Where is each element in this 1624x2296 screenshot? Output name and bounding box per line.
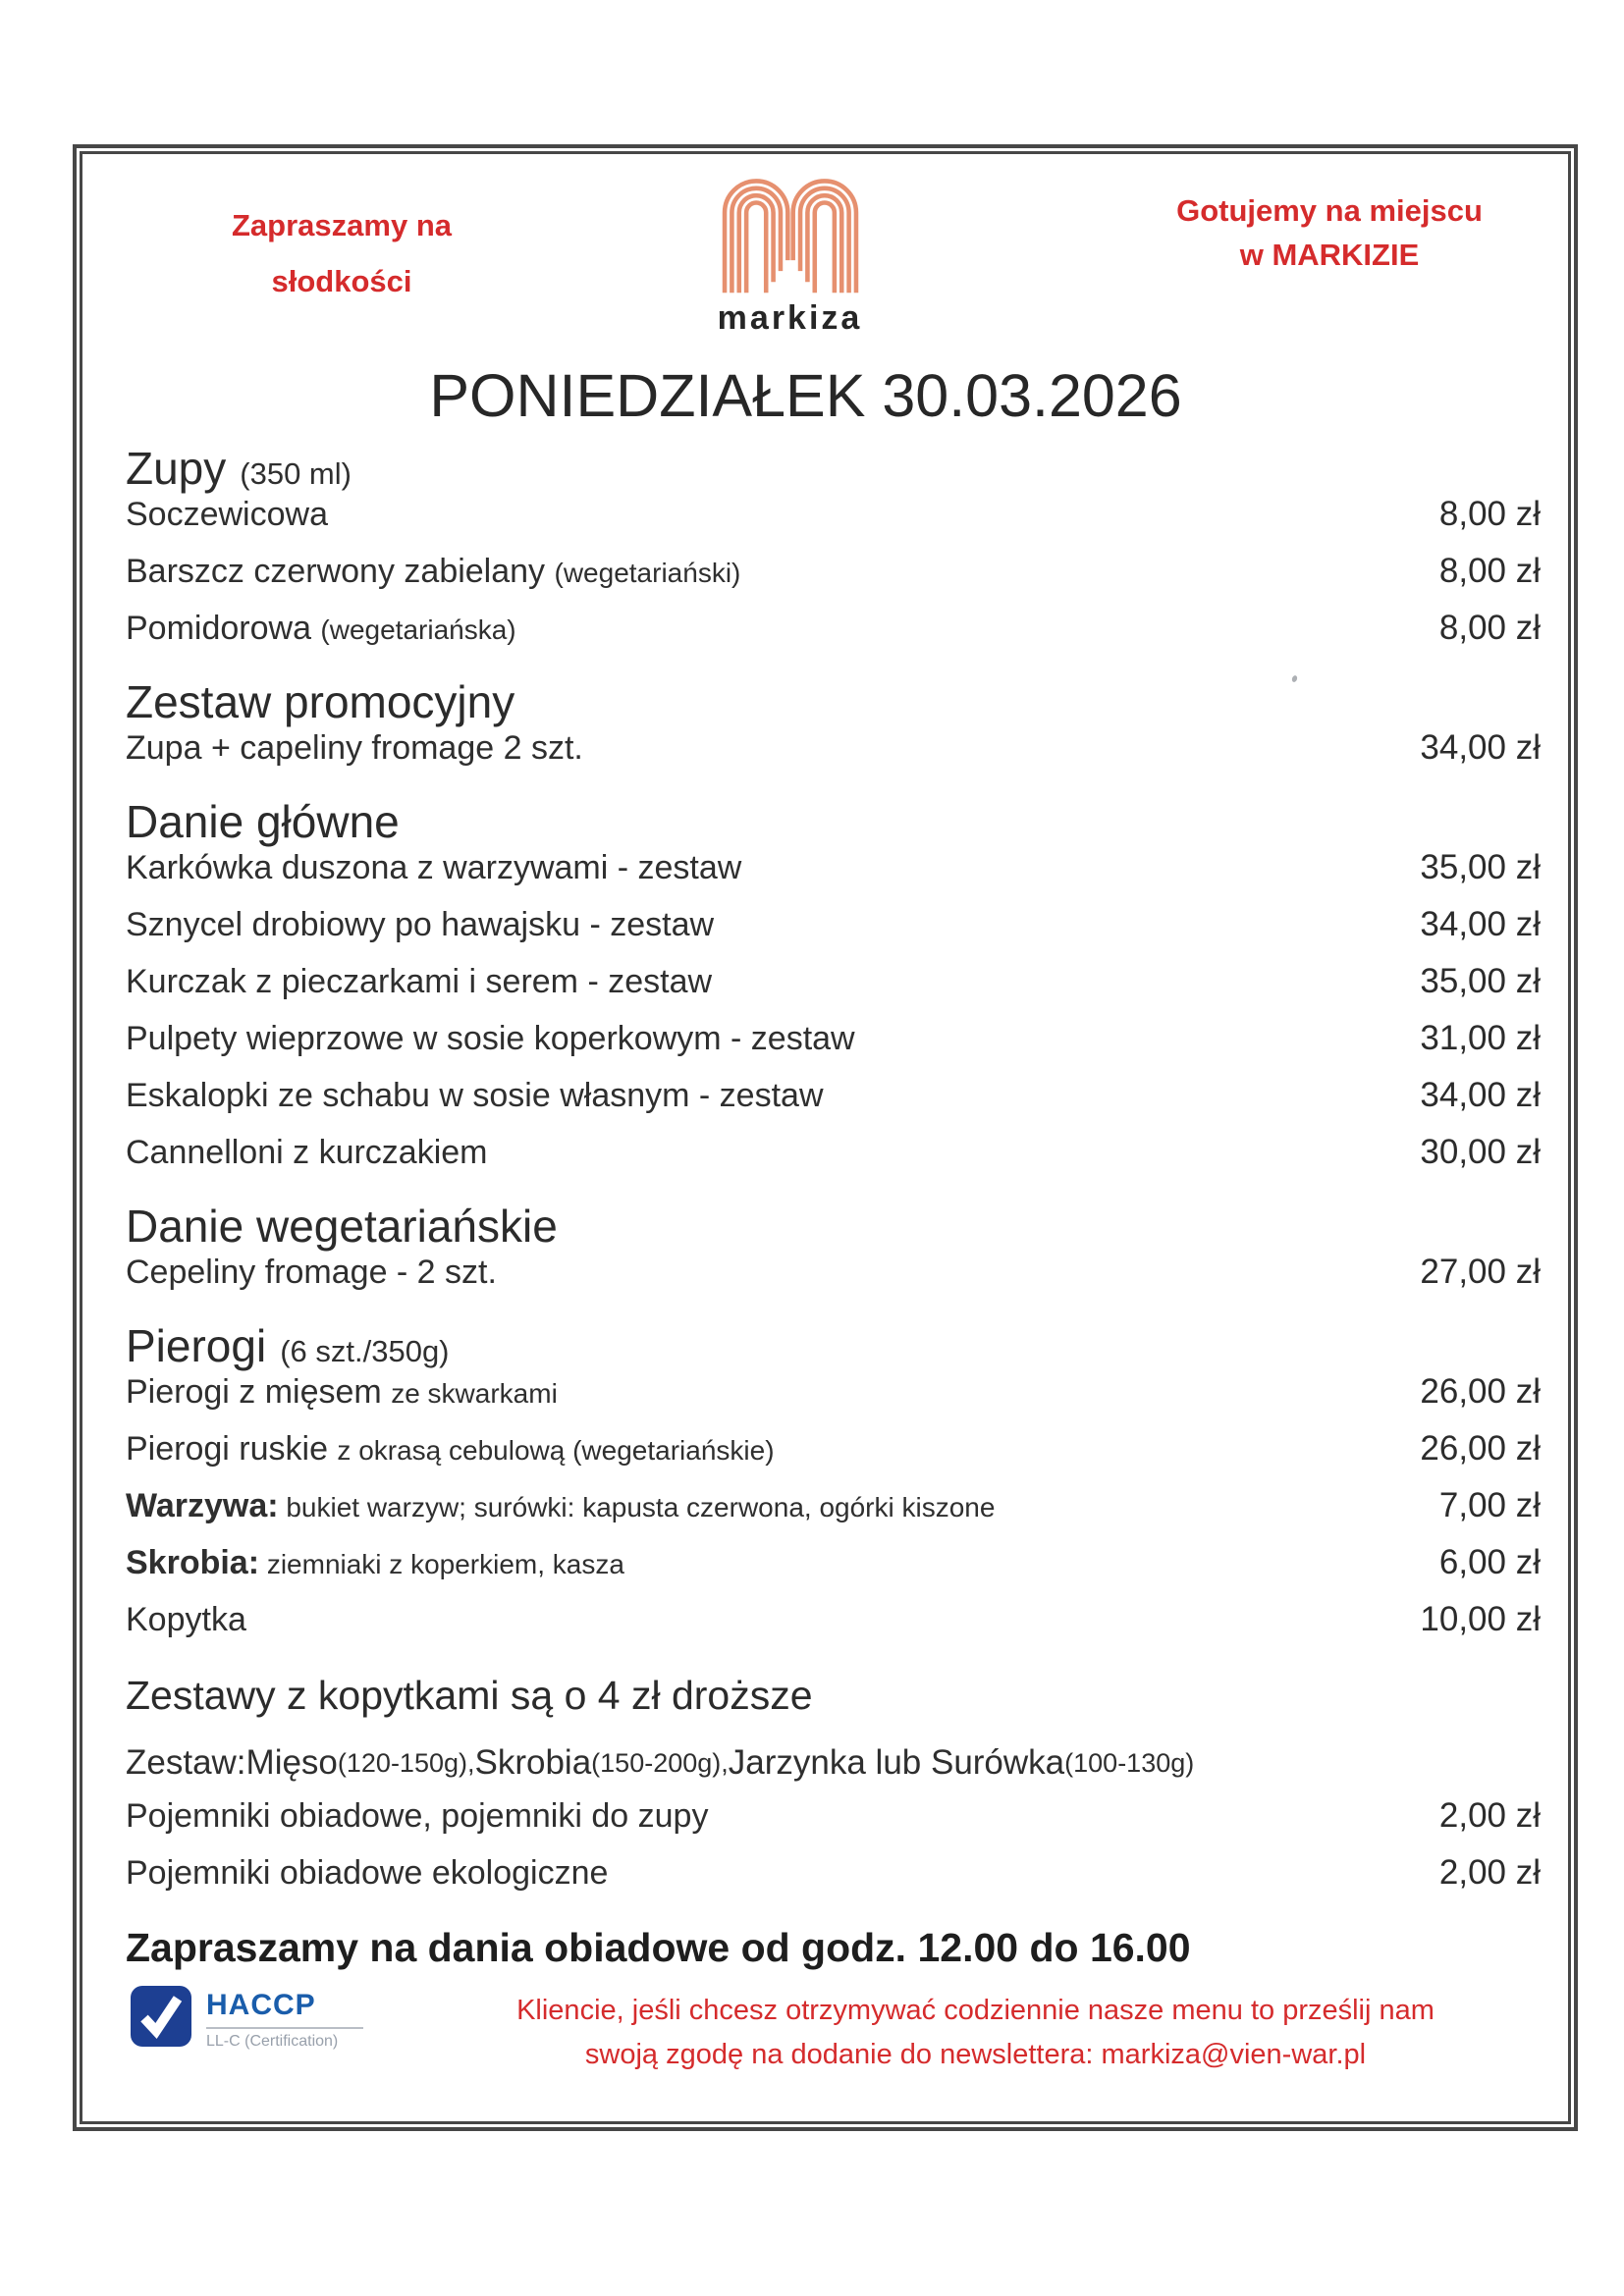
section-title: Pierogi [126, 1320, 267, 1371]
haccp-title: HACCP [206, 1989, 316, 2021]
menu-section [126, 1190, 1541, 1309]
text-segment: Pulpety wieprzowe w sosie koperkowym - zestaw [126, 1020, 855, 1057]
item-price: 8,00 zł [1438, 609, 1541, 647]
menu-item-row [126, 495, 1541, 552]
item-price: 31,00 zł [1420, 1019, 1541, 1057]
menu-item-row [126, 1543, 1541, 1600]
cooked-on-site-note [1163, 189, 1496, 278]
item-name [126, 1373, 558, 1412]
brand-name: markiza [717, 299, 863, 337]
footer [126, 1985, 1541, 2077]
menu-item-row [126, 1429, 1541, 1486]
menu-section [126, 666, 1541, 785]
item-price: 27,00 zł [1420, 1253, 1541, 1291]
menu-item-row [126, 1076, 1541, 1133]
text-segment: Zestaw:Mięso [126, 1743, 338, 1782]
haccp-subtitle: LL-C (Certification) [206, 2033, 339, 2050]
item-price: 6,00 zł [1438, 1543, 1541, 1581]
menu-sections [126, 432, 1541, 1657]
text-segment: (120-150g), [337, 1747, 475, 1778]
text-segment: Pojemniki obiadowe, pojemniki do zupy [126, 1797, 709, 1835]
item-name [126, 1797, 708, 1836]
section-title: Danie wegetariańskie [126, 1201, 558, 1252]
menu-item-row [126, 1486, 1541, 1543]
haccp-certification [126, 1985, 430, 2051]
item-name [126, 1601, 246, 1639]
menu-item-row [126, 1133, 1541, 1190]
text-segment: ziemniaki z koperkiem, kasza [259, 1549, 624, 1579]
page-border-frame [73, 144, 1578, 2131]
text-segment: Barszcz czerwony zabielany [126, 553, 555, 590]
item-price: 8,00 zł [1438, 495, 1541, 533]
newsletter-line2: swoją zgodę na dodanie do newslettera: markiza@vien-war.pl [584, 2038, 1367, 2070]
markiza-m-icon [717, 168, 864, 299]
haccp-text-block [206, 1985, 363, 2051]
text-segment: (100-130g) [1064, 1747, 1195, 1778]
section-title: Zestaw promocyjny [126, 676, 515, 727]
text-segment: Pierogi z mięsem [126, 1373, 392, 1411]
item-name [126, 1430, 775, 1468]
text-segment: (wegetariańska) [320, 614, 516, 645]
item-price: 2,00 zł [1438, 1853, 1541, 1892]
item-name [126, 1254, 497, 1292]
item-price: 30,00 zł [1420, 1133, 1541, 1171]
item-price: 26,00 zł [1420, 1372, 1541, 1411]
item-price: 10,00 zł [1420, 1600, 1541, 1638]
text-segment: Cannelloni z kurczakiem [126, 1134, 488, 1171]
item-price: 26,00 zł [1420, 1429, 1541, 1468]
menu-section [126, 432, 1541, 666]
menu-item-row [126, 609, 1541, 666]
item-name [126, 963, 712, 1001]
page-border-frame-inner [80, 151, 1571, 2124]
item-price: 8,00 zł [1438, 552, 1541, 590]
zestaw-composition-note [126, 1730, 1541, 1796]
menu-item-row [126, 728, 1541, 785]
cooked-on-site-line1: Gotujemy na miejscu [1176, 193, 1483, 228]
section-suffix: (6 szt./350g) [280, 1334, 450, 1368]
item-price: 35,00 zł [1420, 848, 1541, 886]
section-title: Danie główne [126, 796, 400, 847]
text-segment: Jarzynka lub Surówka [728, 1743, 1065, 1782]
text-segment: Pomidorowa [126, 610, 321, 647]
text-segment: Zupa + capeliny fromage 2 szt. [126, 729, 583, 767]
section-header [126, 432, 1541, 495]
haccp-divider [206, 2027, 363, 2029]
menu-item-row [126, 1019, 1541, 1076]
section-header [126, 666, 1541, 728]
text-segment: z okrasą cebulową (wegetariańskie) [337, 1435, 775, 1466]
section-title: Zupy [126, 443, 227, 494]
item-name [126, 906, 714, 944]
cooked-on-site-line2: w MARKIZIE [1239, 237, 1420, 272]
text-segment: bukiet warzyw; surówki: kapusta czerwona, ogórki kiszone [278, 1492, 996, 1522]
section-header [126, 1190, 1541, 1253]
menu-section [126, 785, 1541, 1190]
text-segment: Pojemniki obiadowe ekologiczne [126, 1854, 609, 1892]
sweets-note-line2: słodkości [271, 264, 412, 299]
haccp-check-icon [130, 1985, 192, 2048]
item-name [126, 729, 583, 768]
sweets-note [209, 197, 474, 310]
text-segment: Eskalopki ze schabu w sosie własnym - zestaw [126, 1077, 824, 1114]
text-segment: (wegetariański) [554, 558, 741, 588]
item-price: 7,00 zł [1438, 1486, 1541, 1524]
item-price: 35,00 zł [1420, 962, 1541, 1000]
text-segment: Karkówka duszona z warzywami - zestaw [126, 849, 742, 886]
section-header [126, 785, 1541, 848]
text-segment: Pierogi ruskie [126, 1430, 338, 1468]
opening-hours-line: Zapraszamy na dania obiadowe od godz. 12.00 do 16.00 [126, 1924, 1191, 1970]
menu-item-row [126, 848, 1541, 905]
item-price: 34,00 zł [1420, 1076, 1541, 1114]
item-price: 2,00 zł [1438, 1796, 1541, 1835]
newsletter-note [430, 1985, 1541, 2077]
text-segment: (150-200g), [591, 1747, 729, 1778]
text-segment: Sznycel drobiowy po hawajsku - zestaw [126, 906, 715, 943]
section-header [126, 1309, 1541, 1372]
menu-item-row [126, 1600, 1541, 1657]
item-name [126, 1854, 608, 1893]
menu-item-row [126, 1253, 1541, 1309]
text-segment: Kurczak z pieczarkami i serem - zestaw [126, 963, 713, 1000]
text-segment: Kopytka [126, 1601, 246, 1638]
item-name [126, 496, 328, 534]
item-name [126, 1544, 624, 1582]
sweets-note-line1: Zapraszamy na [232, 208, 452, 242]
menu-item-row [126, 905, 1541, 962]
text-segment: Skrobia [474, 1743, 592, 1782]
text-segment: ze skwarkami [391, 1378, 558, 1409]
item-name [126, 610, 516, 648]
menu-item-row [126, 552, 1541, 609]
menu-item-row [126, 962, 1541, 1019]
text-segment: Soczewicowa [126, 496, 328, 533]
menu-section [126, 1309, 1541, 1657]
item-name [126, 1134, 488, 1172]
text-segment: Warzywa: [126, 1487, 279, 1524]
item-name [126, 553, 740, 591]
text-segment: Skrobia: [126, 1544, 260, 1581]
page-title: PONIEDZIAŁEK 30.03.2026 [429, 362, 1182, 429]
kopytka-surcharge-note: Zestawy z kopytkami są o 4 zł droższe [126, 1672, 813, 1718]
menu-item-row [126, 1796, 1541, 1853]
item-name [126, 1487, 995, 1525]
container-items [126, 1796, 1541, 1910]
item-price: 34,00 zł [1420, 905, 1541, 943]
brand-logo [717, 168, 864, 338]
menu-item-row [126, 1853, 1541, 1910]
section-suffix: (350 ml) [240, 456, 352, 491]
item-price: 34,00 zł [1420, 728, 1541, 767]
item-name [126, 1020, 855, 1058]
item-name [126, 849, 741, 887]
header [126, 162, 1541, 363]
item-name [126, 1077, 824, 1115]
newsletter-line1: Kliencie, jeśli chcesz otrzymywać codziennie nasze menu to prześlij nam [516, 1995, 1435, 2026]
text-segment: Cepeliny fromage - 2 szt. [126, 1254, 497, 1291]
menu-item-row [126, 1372, 1541, 1429]
